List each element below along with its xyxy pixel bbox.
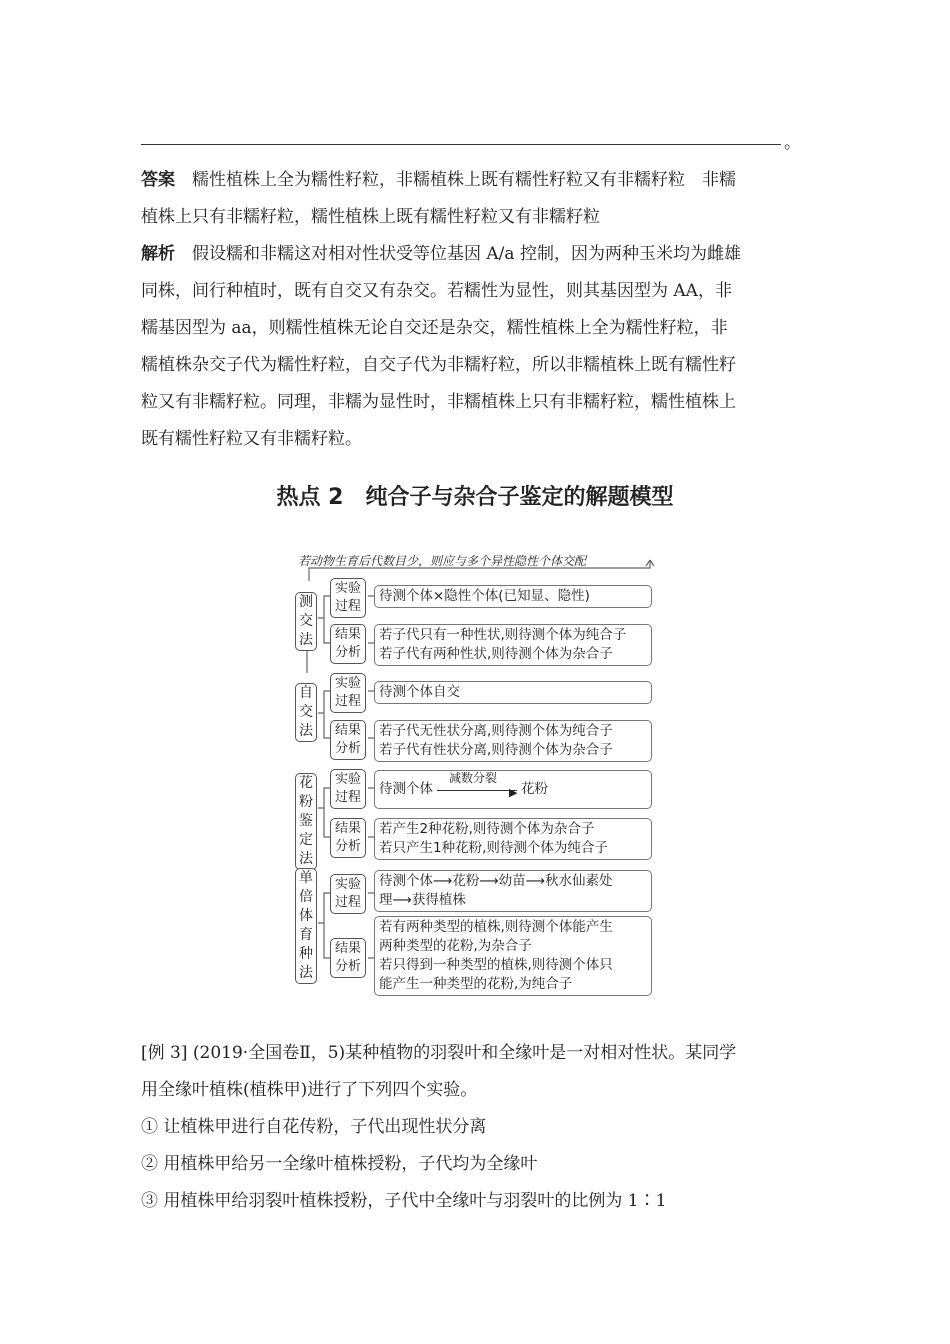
res-label-char: 结果 xyxy=(334,821,361,836)
answer-line-1 xyxy=(141,165,736,190)
example-line-1: [例 3] (2019·全国卷Ⅱ，5)某种植物的羽裂叶和全缘叶是一对相对性状。某同学 xyxy=(141,1043,737,1063)
res-label-char: 分析 xyxy=(334,959,361,974)
process-line: 理⟶获得植株 xyxy=(379,892,466,908)
method-char: 育 xyxy=(299,927,313,943)
answer-line-2: 植株上只有非糯籽粒，糯性植株上既有糯性籽粒又有非糯籽粒 xyxy=(141,207,600,227)
analysis-line-2: 同株，间行种植时，既有自交又有杂交。若糯性为显性，则其基因型为 AA，非 xyxy=(141,281,732,301)
pollen-result xyxy=(374,818,652,860)
method-char: 花 xyxy=(299,775,313,791)
method-selfcross xyxy=(295,683,317,742)
method-char: 鉴 xyxy=(299,813,313,829)
section-title: 热点 2 纯合子与杂合子鉴定的解题模型 xyxy=(276,485,674,510)
method-char: 体 xyxy=(299,908,313,924)
analysis-line-6: 既有糯性籽粒又有非糯籽粒。 xyxy=(141,429,362,449)
method-char: 单 xyxy=(299,870,313,886)
testcross-process: 待测个体×隐性个体(已知显、隐性) xyxy=(374,585,652,608)
method-char: 倍 xyxy=(299,889,313,905)
method-char: 测 xyxy=(299,594,313,610)
result-line: 若产生2种花粉,则待测个体为杂合子 xyxy=(379,821,595,837)
res-label xyxy=(330,624,366,664)
pollen-process-subject: 待测个体 xyxy=(379,781,433,797)
exp-label xyxy=(330,578,366,618)
exp-label-char: 实验 xyxy=(334,581,361,596)
method-char: 法 xyxy=(299,723,313,739)
blank-end-mark: 。 xyxy=(784,133,801,153)
exp-label-char: 过程 xyxy=(334,790,361,805)
diagram-note: 若动物生育后代数目少，则应与多个异性隐性个体交配 xyxy=(298,554,587,568)
pollen-arrow-line xyxy=(437,790,517,791)
method-haploid xyxy=(295,868,317,984)
analysis-label: 解析 xyxy=(141,244,175,264)
haploid-process xyxy=(374,870,652,912)
analysis-line-4: 糯植株杂交子代为糯性籽粒，自交子代为非糯籽粒，所以非糯植株上既有糯性籽 xyxy=(141,355,736,375)
process-line: 待测个体⟶花粉⟶幼苗⟶秋水仙素处 xyxy=(379,873,613,889)
exp-label xyxy=(330,673,366,713)
result-line: 若子代有性状分离,则待测个体为杂合子 xyxy=(379,742,613,758)
res-label-char: 结果 xyxy=(334,723,361,738)
method-testcross xyxy=(295,592,317,651)
method-char: 法 xyxy=(299,965,313,981)
method-char: 种 xyxy=(299,946,313,962)
result-line: 若子代只有一种性状,则待测个体为纯合子 xyxy=(379,627,627,643)
selfcross-process: 待测个体自交 xyxy=(374,681,652,704)
example-line-2: 用全缘叶植株(植株甲)进行了下列四个实验。 xyxy=(141,1080,478,1100)
result-line: 若只产生1种花粉,则待测个体为纯合子 xyxy=(379,840,608,856)
result-line: 若只得到一种类型的植株,则待测个体只 xyxy=(379,957,613,973)
method-char: 自 xyxy=(299,685,313,701)
res-label xyxy=(330,720,366,760)
exp-label-char: 实验 xyxy=(334,772,361,787)
analysis-text-1: 假设糯和非糯这对相对性状受等位基因 A/a 控制，因为两种玉米均为雌雄 xyxy=(192,244,741,264)
example-item-2: ② 用植株甲给另一全缘叶植株授粉，子代均为全缘叶 xyxy=(141,1154,538,1174)
exp-label xyxy=(330,769,366,809)
analysis-line-5: 粒又有非糯籽粒。同理，非糯为显性时，非糯植株上只有非糯籽粒，糯性植株上 xyxy=(141,392,736,412)
example-item-1: ① 让植株甲进行自花传粉，子代出现性状分离 xyxy=(141,1117,487,1137)
result-line: 若有两种类型的植株,则待测个体能产生 xyxy=(379,919,613,935)
answer-text-1: 糯性植株上全为糯性籽粒，非糯植株上既有糯性籽粒又有非糯籽粒 非糯 xyxy=(192,170,736,190)
selfcross-result xyxy=(374,720,652,762)
pollen-arrow-label: 减数分裂 xyxy=(449,771,498,785)
method-char: 法 xyxy=(299,632,313,648)
analysis-line-1 xyxy=(141,239,741,264)
res-label-char: 结果 xyxy=(334,627,361,642)
pollen-process-result: 花粉 xyxy=(521,781,548,797)
method-char: 定 xyxy=(299,832,313,848)
result-line: 能产生一种类型的花粉,为纯合子 xyxy=(379,976,573,992)
method-char: 交 xyxy=(299,613,313,629)
res-label-char: 结果 xyxy=(334,941,361,956)
exp-label-char: 过程 xyxy=(334,895,361,910)
exp-label xyxy=(330,874,366,914)
answer-label: 答案 xyxy=(141,170,175,190)
identification-diagram xyxy=(280,548,670,1008)
testcross-result xyxy=(374,624,652,666)
exp-label-char: 实验 xyxy=(334,676,361,691)
result-line: 两种类型的花粉,为杂合子 xyxy=(379,938,532,954)
method-char: 粉 xyxy=(299,794,313,810)
res-label xyxy=(330,938,366,978)
res-label xyxy=(330,818,366,858)
exp-label-char: 过程 xyxy=(334,599,361,614)
exp-label-char: 过程 xyxy=(334,694,361,709)
analysis-line-3: 糯基因型为 aa，则糯性植株无论自交还是杂交，糯性植株上全为糯性籽粒，非 xyxy=(141,318,728,338)
exp-label-char: 实验 xyxy=(334,877,361,892)
res-label-char: 分析 xyxy=(334,645,361,660)
res-label-char: 分析 xyxy=(334,741,361,756)
pollen-process xyxy=(374,770,652,809)
res-label-char: 分析 xyxy=(334,839,361,854)
blank-line xyxy=(141,144,781,145)
arrow-head-icon: ▶ xyxy=(509,786,518,799)
result-line: 若子代无性状分离,则待测个体为纯合子 xyxy=(379,723,613,739)
haploid-result xyxy=(374,916,652,996)
result-line: 若子代有两种性状,则待测个体为杂合子 xyxy=(379,646,613,662)
method-char: 交 xyxy=(299,704,313,720)
method-pollen xyxy=(295,773,317,870)
method-char: 法 xyxy=(299,851,313,867)
example-item-3: ③ 用植株甲给羽裂叶植株授粉，子代中全缘叶与羽裂叶的比例为 1∶1 xyxy=(141,1191,667,1211)
